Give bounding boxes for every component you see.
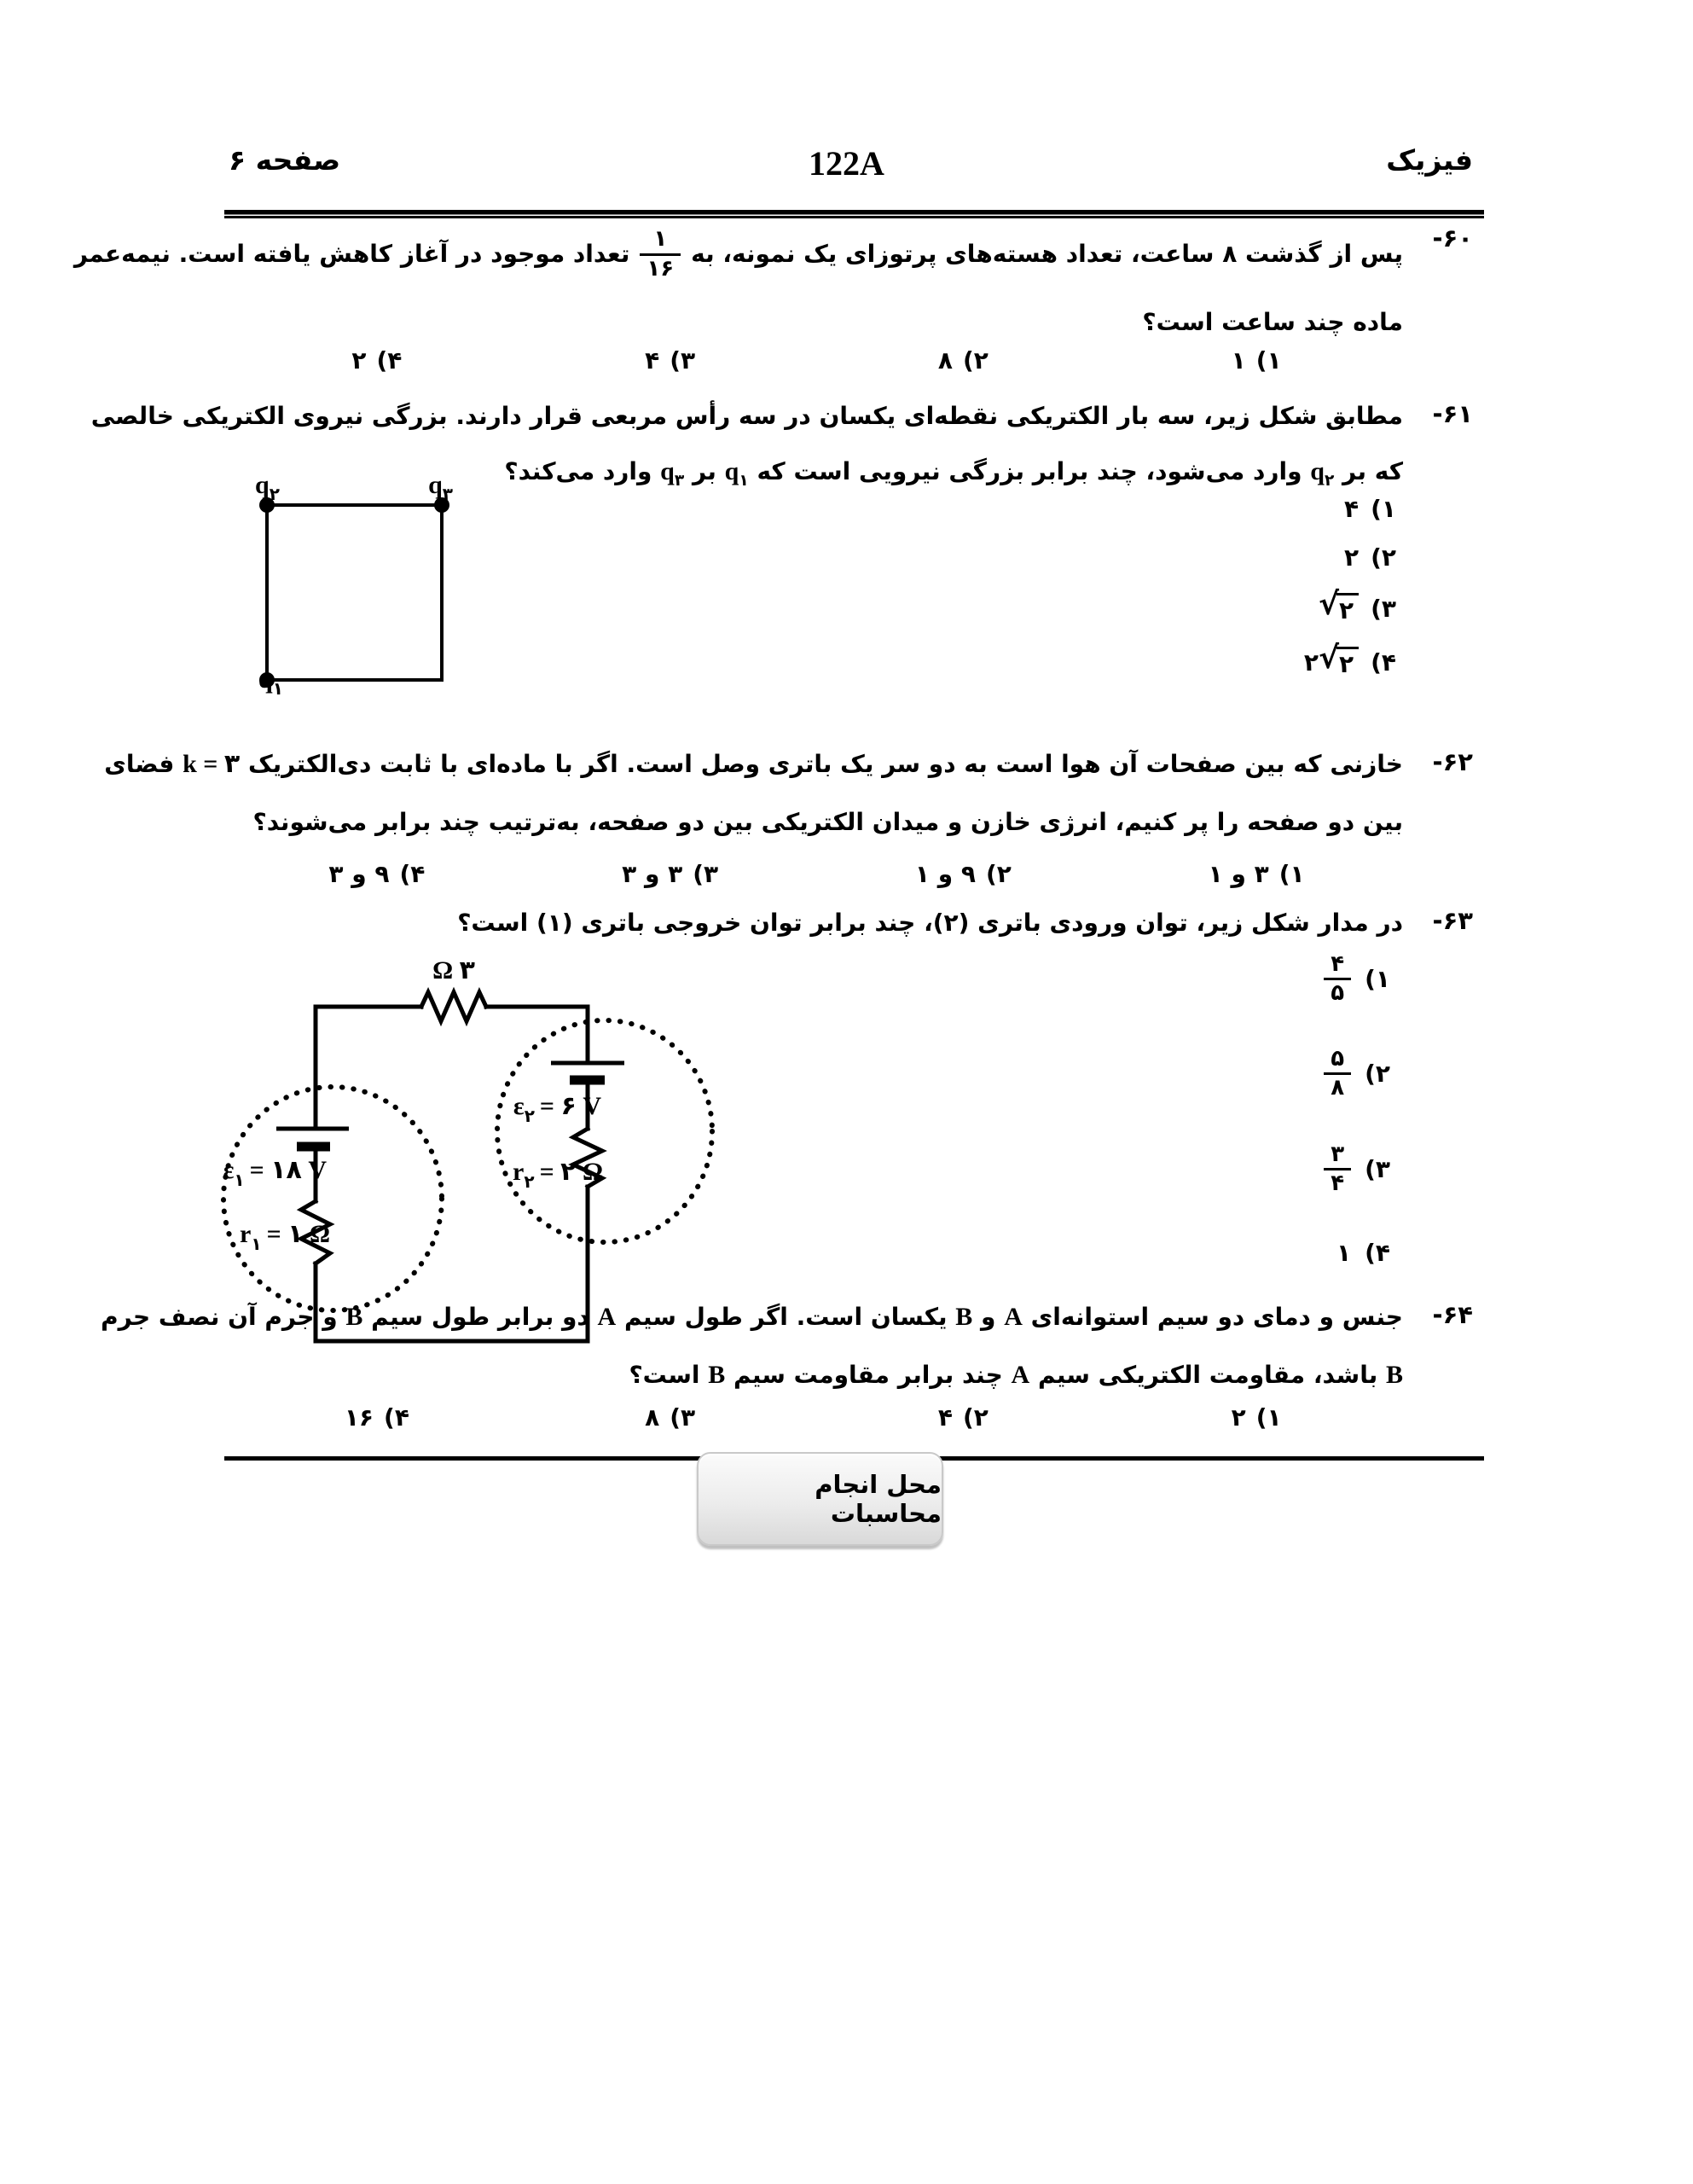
q61-option-4 [1303,641,1396,678]
q64-text-g: چند برابر مقاومت سیم [733,1361,1003,1389]
charge-symbol: q [1310,457,1325,485]
q61-text-d: وارد می‌کند؟ [504,457,652,485]
radicand: ۲ [1336,593,1359,624]
q63-option-4 [1336,1239,1390,1267]
wire-A-label: A [597,1303,617,1331]
option-value-radical [1303,641,1359,678]
option-value: ۴ [937,1403,953,1432]
q62-text-a: خازنی که بین صفحات آن هوا است به دو سر یک باتری وصل است. اگر با ماده‌ای با ثابت دی‌الکتریک [247,750,1403,778]
q64-line1 [101,1300,1403,1334]
charge-q3 [660,457,685,490]
q64-option-4 [230,1403,524,1432]
option-value: ۳ و ۳ [622,860,683,888]
fraction-denominator: ۸ [1324,1072,1351,1101]
q63-circuit-figure [217,951,729,1361]
q62-options [230,860,1403,888]
q64-text-c: یکسان است. اگر طول سیم [623,1303,948,1331]
q61-option-2 [1344,543,1396,572]
label-q3: $q_۳$ [428,471,453,504]
option-label: ۴) [1365,1239,1390,1267]
option-fraction [1324,1046,1351,1101]
q64-text-h: است؟ [629,1361,700,1389]
fraction-numerator: ۱ [653,226,668,253]
q62-option-4 [230,860,524,888]
wire-A-label: A [1004,1303,1023,1331]
option-label: ۲) [1365,1060,1390,1089]
q60-option-4 [230,346,524,375]
charge-symbol: q [660,457,675,485]
header-page-number: صفحه ۶ [229,143,341,177]
q62-line2: بین دو صفحه را پر کنیم، انرژی خازن و میدان الکتریکی بین دو صفحه، به‌ترتیب چند برابر می‌شوند؟ [252,808,1403,836]
option-label: ۲) [962,346,989,375]
option-value: ۲ [1231,1403,1246,1432]
option-label: ۲) [985,860,1012,888]
battery2-resistance-label: $r_۲$ = ۲ Ω [513,1158,603,1192]
wire-A-label: A [1011,1361,1030,1389]
q61-text-c: بر [692,457,716,485]
q62-option-2 [817,860,1110,888]
q64-options [230,1403,1403,1432]
option-value-radical [1319,587,1359,624]
radical-sign: √ [1319,587,1340,622]
q61-option-3 [1319,587,1396,624]
option-value: ۸ [937,346,953,375]
option-value: ۱ [1336,1239,1352,1267]
q60-line2: ماده چند ساعت است؟ [1142,308,1403,336]
fraction-numerator: ۴ [1331,951,1345,977]
label-q1: $q_۱$ [258,665,283,699]
q62-line1 [104,747,1403,781]
q64-option-3 [524,1403,817,1432]
q60-fraction [640,226,681,282]
option-fraction [1324,951,1351,1007]
fraction-denominator: ۵ [1324,978,1351,1007]
q64-text-e: و جرم آن نصف جرم [101,1303,338,1331]
battery2-ring [497,1020,712,1242]
fraction-numerator: ۵ [1331,1046,1345,1072]
q60-options [230,346,1403,375]
q60-option-1 [1110,346,1403,375]
q63-option-3 [1324,1141,1390,1197]
q60-option-2 [817,346,1110,375]
option-value: ۱ [1231,346,1246,375]
q64-text-a: جنس و دمای دو سیم استوانه‌ای [1030,1303,1403,1331]
option-value: ۹ و ۳ [328,860,390,888]
option-label: ۱) [1278,860,1305,888]
wire-B-label: B [955,1303,973,1331]
q63-option-2 [1324,1046,1390,1101]
option-label: ۴) [1371,648,1396,677]
header-code: 122A [809,144,884,183]
q61-number: ۶۱- [1432,399,1473,428]
q63-line: در مدار شکل زیر، توان ورودی باتری (۲)، چند برابر توان خروجی باتری (۱) است؟ [457,909,1403,937]
q62-option-1 [1110,860,1403,888]
radical-coefficient: ۲ [1303,648,1319,677]
q64-option-2 [817,1403,1110,1432]
dielectric-constant: k = ۳ [183,750,241,778]
option-label: ۲) [1371,543,1396,572]
option-label: ۱) [1365,965,1390,994]
q64-number: ۶۴- [1432,1300,1473,1329]
q61-text-b: وارد می‌شود، چند برابر بزرگی نیرویی است که [757,457,1302,485]
option-label: ۳) [693,860,719,888]
battery1-ring [223,1087,442,1310]
option-fraction [1324,1141,1351,1197]
fraction-numerator: ۳ [1331,1141,1345,1167]
battery1-emf-label: $\varepsilon_۱$ = ۱۸ V [223,1156,327,1190]
q60-text-a: پس از گذشت ۸ ساعت، تعداد هسته‌های پرتوزای یک نمونه، به [691,240,1403,268]
option-value: ۲ [1344,543,1360,572]
q60-option-3 [524,346,817,375]
option-label: ۱) [1371,495,1396,523]
q61-text-a: که بر [1342,457,1403,485]
option-value: ۴ [1344,495,1360,523]
option-label: ۲) [962,1403,989,1432]
charge-subscript: ۱ [739,472,749,490]
radicand: ۲ [1336,647,1359,678]
q61-line1: مطابق شکل زیر، سه بار الکتریکی نقطه‌ای یکسان در سه رأس مربعی قرار دارند. بزرگی نیروی الکتریکی خالصی [90,402,1403,430]
option-value: ۸ [645,1403,660,1432]
q61-line2 [504,455,1403,498]
option-value: ۳ و ۱ [1208,860,1269,888]
option-label: ۳) [670,1403,696,1432]
q61-option-1 [1344,495,1396,523]
battery2-emf-label: $\varepsilon_۲$ = ۶ V [513,1092,601,1126]
q63-option-1 [1324,951,1390,1007]
option-value: ۴ [645,346,660,375]
option-value: ۹ و ۱ [914,860,976,888]
q60-text-b: تعداد موجود در آغاز کاهش یافته است. نیمه‌عمر [73,240,630,268]
option-label: ۳) [1371,595,1396,623]
option-label: ۴) [384,1403,409,1432]
calculations-area-badge: محل انجام محاسبات [697,1452,943,1546]
q60-line1 [74,213,1403,295]
q64-text-f: باشد، مقاومت الکتریکی سیم [1037,1361,1378,1389]
wire-B-label: B [345,1303,363,1331]
q63-number: ۶۳- [1432,906,1473,935]
resistor-3ohm-label: ۳ Ω [432,956,475,985]
option-label: ۱) [1255,346,1282,375]
q64-text-b: و [981,1303,996,1331]
q64-option-1 [1110,1403,1403,1432]
fraction-denominator: ۴ [1324,1168,1351,1197]
q62-number: ۶۲- [1432,747,1473,776]
option-value: ۲ [351,346,367,375]
fraction-denominator: ۱۶ [640,253,681,282]
charge-q1 [724,457,749,490]
q64-text-d: دو برابر طول سیم [371,1303,589,1331]
resistor-3ohm [421,992,486,1021]
wire-B-label: B [708,1361,726,1389]
q62-text-b: فضای [104,750,175,778]
header-subject: فیزیک [1386,143,1473,177]
option-label: ۱) [1255,1403,1282,1432]
charge-subscript: ۲ [1324,472,1335,490]
square-outline [267,505,442,680]
radical-sign: √ [1319,641,1340,676]
option-value: ۱۶ [344,1403,374,1432]
charge-subscript: ۳ [674,472,685,490]
wire-B-label: B [1385,1361,1403,1389]
charge-q2 [1310,457,1335,490]
option-label: ۳) [1365,1155,1390,1184]
label-q2: $q_۲$ [255,471,280,504]
option-label: ۴) [376,346,403,375]
q64-line2 [629,1358,1403,1392]
q62-option-3 [524,860,817,888]
option-label: ۳) [670,346,696,375]
charge-symbol: q [724,457,739,485]
battery1-resistance-label: $r_۱$ = ۱ Ω [240,1220,330,1254]
q61-square-figure [217,468,490,702]
option-label: ۴) [399,860,426,888]
q60-number: ۶۰- [1432,224,1473,253]
